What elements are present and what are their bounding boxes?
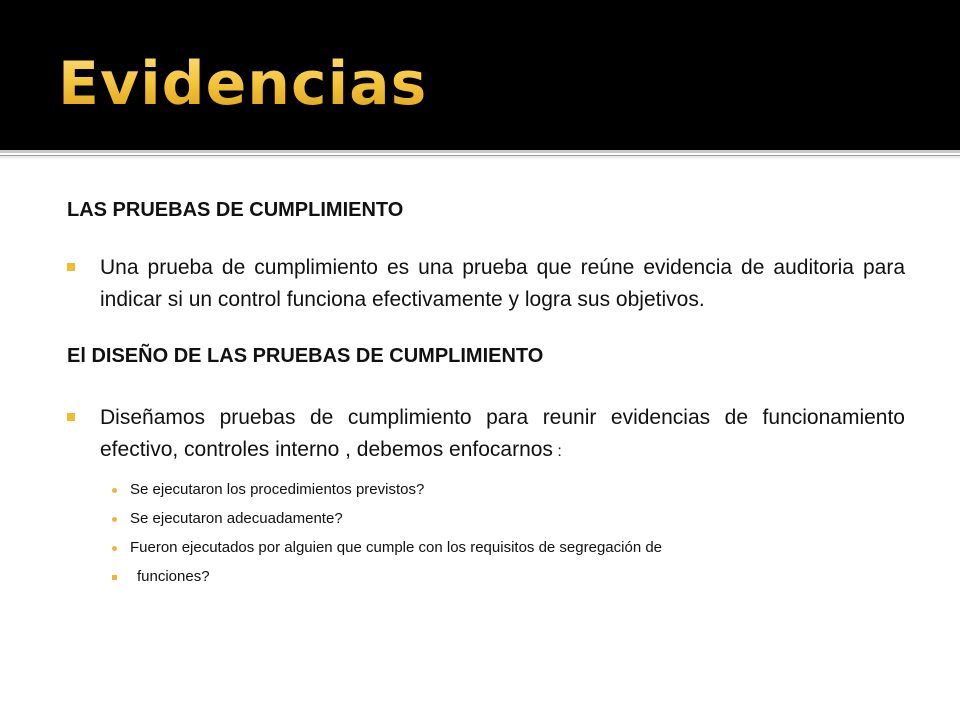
square-bullet-icon	[67, 263, 75, 271]
slide-content	[67, 196, 905, 596]
list-item	[67, 538, 905, 558]
square-bullet-icon	[67, 413, 75, 421]
section2-bullet-colon: :	[552, 443, 562, 460]
sub-item-text: funciones?	[137, 568, 210, 585]
list-item	[67, 567, 905, 587]
dot-bullet-icon	[112, 517, 117, 522]
section2-heading: El DISEÑO DE LAS PRUEBAS DE CUMPLIMIENTO	[67, 345, 544, 367]
section2-bullet-text: Diseñamos pruebas de cumplimiento para reunir evidencias de funcionamiento efectivo, controles interno , debemos enfocarnos	[100, 406, 905, 461]
sub-item-text: Se ejecutaron adecuadamente?	[130, 510, 343, 527]
section2-bullet	[67, 402, 905, 468]
section1-bullet-text: Una prueba de cumplimiento es una prueba que reúne evidencia de auditoria para indicar si un control funciona efectivamente y logra sus objetivos.	[100, 256, 905, 311]
small-square-bullet-icon	[112, 575, 117, 580]
dot-bullet-icon	[112, 488, 117, 493]
section1-heading: LAS PRUEBAS DE CUMPLIMIENTO	[67, 199, 404, 221]
list-item	[67, 480, 905, 500]
dot-bullet-icon	[112, 546, 117, 551]
title-divider	[0, 150, 960, 160]
sub-item-text: Fueron ejecutados por alguien que cumple con los requisitos de segregación de	[130, 539, 663, 556]
sub-item-text: Se ejecutaron los procedimientos previstos?	[130, 481, 425, 498]
slide-title: Evidencias	[58, 46, 427, 122]
sub-bullet-list	[67, 480, 905, 587]
section1-bullet	[67, 252, 905, 316]
list-item	[67, 509, 905, 529]
title-bar	[0, 0, 960, 150]
